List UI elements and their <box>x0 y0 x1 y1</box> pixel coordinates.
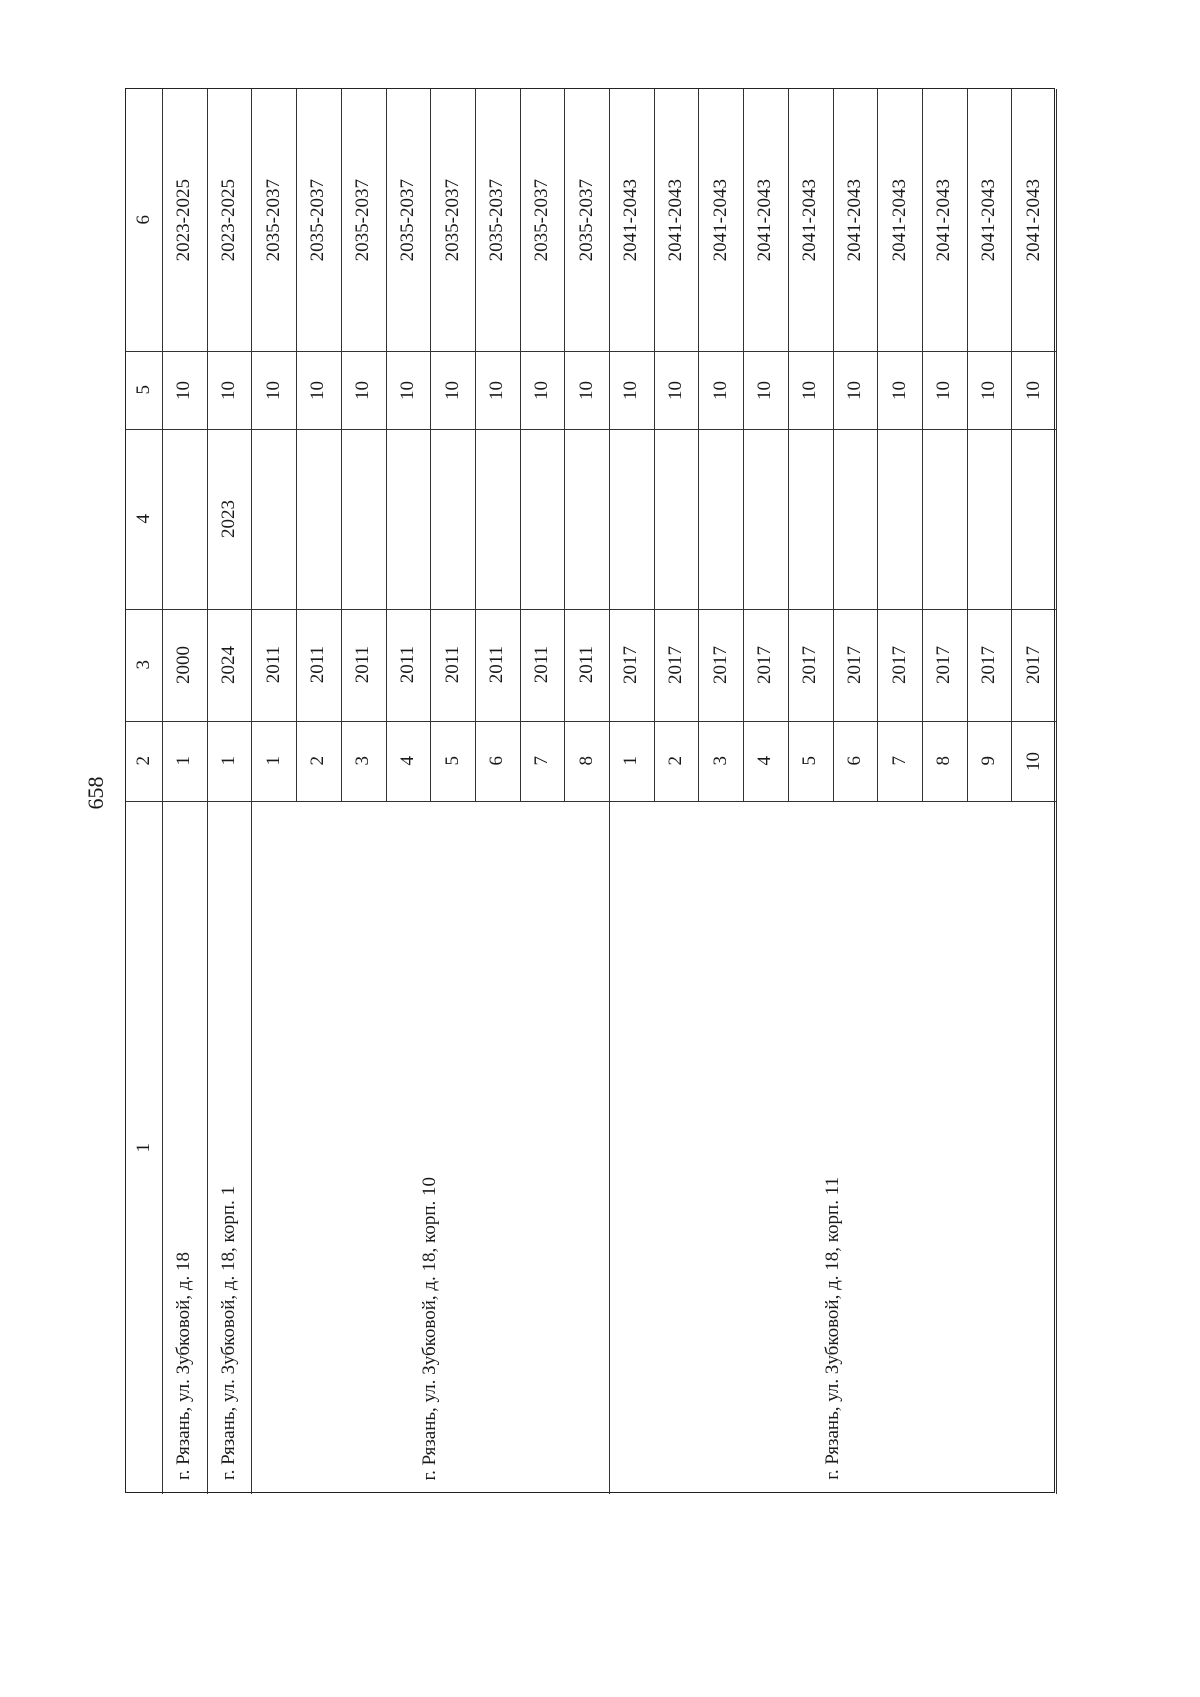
table-cell-c5-text: 10 <box>888 380 910 400</box>
table-cell-c3 <box>967 609 1012 721</box>
table-cell-c6 <box>743 89 788 351</box>
table-cell-c2 <box>162 721 207 801</box>
table-cell-c3-text: 2011 <box>352 646 374 684</box>
header-cell-2-text: 2 <box>133 756 154 766</box>
table-cell-c4 <box>967 429 1012 609</box>
table-cell-c3 <box>654 609 699 721</box>
table-cell-c6 <box>967 89 1012 351</box>
table-cell-c3-text: 2017 <box>843 646 865 684</box>
table-cell-c3-text: 2017 <box>1022 646 1044 684</box>
table-cell-c3 <box>877 609 922 721</box>
table-cell-c4 <box>341 429 386 609</box>
table-cell-c5 <box>386 351 431 429</box>
table-cell-c4 <box>609 429 654 609</box>
table-cell-c3-text: 2000 <box>173 646 195 684</box>
table-cell-c6-text: 2041-2043 <box>709 178 731 262</box>
table-cell-c6-text: 2035-2037 <box>530 178 552 262</box>
table-cell-c3 <box>341 609 386 721</box>
table-cell-c4 <box>520 429 565 609</box>
rotated-table-sheet <box>125 88 1055 1493</box>
table-cell-c3-text: 2017 <box>754 646 776 684</box>
table-cell-c3-text: 2024 <box>218 646 240 684</box>
table-cell-c5-text: 10 <box>977 380 999 400</box>
table-cell-c3-text: 2017 <box>888 646 910 684</box>
table-cell-c6-text: 2041-2043 <box>933 178 955 262</box>
table-cell-c2 <box>251 721 296 801</box>
table-cell-c3-text: 2017 <box>977 646 999 684</box>
table-cell-c4 <box>162 429 207 609</box>
table-cell-c4 <box>207 429 252 609</box>
data-table <box>125 88 1055 1493</box>
table-cell-c2 <box>788 721 833 801</box>
table-cell-c4 <box>251 429 296 609</box>
table-cell-c4 <box>877 429 922 609</box>
table-cell-c4 <box>788 429 833 609</box>
header-cell-5-text: 5 <box>133 385 154 395</box>
table-cell-c3-text: 2011 <box>396 646 418 684</box>
table-cell-c3-text: 2011 <box>262 646 284 684</box>
table-cell-c2-text: 5 <box>441 756 463 766</box>
table-cell-c5-text: 10 <box>262 380 284 400</box>
table-cell-c3 <box>564 609 609 721</box>
table-cell-c6 <box>609 89 654 351</box>
table-cell-c3-text: 2011 <box>307 646 329 684</box>
table-cell-c5 <box>788 351 833 429</box>
table-cell-c6 <box>386 89 431 351</box>
table-cell-c4 <box>743 429 788 609</box>
table-cell-c3-text: 2011 <box>575 646 597 684</box>
table-cell-c2 <box>475 721 520 801</box>
table-cell-c6 <box>430 89 475 351</box>
table-cell-c3 <box>743 609 788 721</box>
table-cell-c3 <box>833 609 878 721</box>
table-cell-c6-text: 2041-2043 <box>1022 178 1044 262</box>
table-cell-c5 <box>1011 351 1056 429</box>
table-cell-c5-text: 10 <box>218 380 240 400</box>
table-cell-c4 <box>698 429 743 609</box>
table-cell-c2 <box>698 721 743 801</box>
table-cell-c2 <box>341 721 386 801</box>
table-cell-c2-text: 1 <box>218 756 240 766</box>
table-cell-c2-text: 7 <box>530 756 552 766</box>
table-cell-c3-text: 2011 <box>486 646 508 684</box>
table-cell-c5 <box>430 351 475 429</box>
table-cell-c3-text: 2017 <box>799 646 821 684</box>
table-cell-c5-text: 10 <box>352 380 374 400</box>
table-cell-c4 <box>296 429 341 609</box>
table-cell-c4 <box>1011 429 1056 609</box>
header-cell-5 <box>126 351 162 429</box>
table-cell-c2 <box>833 721 878 801</box>
table-cell-c2 <box>654 721 699 801</box>
table-cell-c2-text: 3 <box>709 756 731 766</box>
table-cell-c3 <box>251 609 296 721</box>
header-cell-6 <box>126 89 162 351</box>
table-cell-c2 <box>877 721 922 801</box>
table-cell-c2-text: 5 <box>799 756 821 766</box>
table-cell-c3 <box>162 609 207 721</box>
table-cell-c2-text: 8 <box>933 756 955 766</box>
grid-line <box>1056 801 1057 1494</box>
table-cell-c5-text: 10 <box>799 380 821 400</box>
table-cell-c6 <box>922 89 967 351</box>
table-cell-c4 <box>833 429 878 609</box>
header-cell-6-text: 6 <box>133 215 154 225</box>
table-cell-c6 <box>162 89 207 351</box>
table-cell-c2 <box>386 721 431 801</box>
table-cell-c5 <box>654 351 699 429</box>
table-cell-c6 <box>1011 89 1056 351</box>
table-cell-c5-text: 10 <box>486 380 508 400</box>
table-cell-c2-text: 6 <box>843 756 865 766</box>
header-cell-4-text: 4 <box>133 514 154 524</box>
table-cell-c3-text: 2017 <box>933 646 955 684</box>
table-cell-c3 <box>520 609 565 721</box>
table-cell-c5 <box>967 351 1012 429</box>
table-cell-c2-text: 4 <box>396 756 418 766</box>
table-cell-c5-text: 10 <box>843 380 865 400</box>
table-cell-c6-text: 2035-2037 <box>575 178 597 262</box>
table-cell-c2-text: 4 <box>754 756 776 766</box>
table-cell-c6-text: 2041-2043 <box>888 178 910 262</box>
table-cell-c5-text: 10 <box>1022 380 1044 400</box>
table-cell-c5 <box>162 351 207 429</box>
table-cell-c5-text: 10 <box>173 380 195 400</box>
table-cell-c6-text: 2023-2025 <box>218 178 240 262</box>
table-cell-c5-text: 10 <box>396 380 418 400</box>
table-cell-c6-text: 2041-2043 <box>977 178 999 262</box>
table-cell-c6-text: 2023-2025 <box>173 178 195 262</box>
table-cell-c5 <box>922 351 967 429</box>
table-cell-c4-text: 2023 <box>218 500 240 538</box>
table-cell-c5 <box>877 351 922 429</box>
table-cell-c2-text: 2 <box>307 756 329 766</box>
table-cell-c5 <box>341 351 386 429</box>
table-cell-c5-text: 10 <box>754 380 776 400</box>
table-cell-c6-text: 2035-2037 <box>396 178 418 262</box>
table-cell-c3 <box>788 609 833 721</box>
table-cell-c6 <box>341 89 386 351</box>
table-cell-c5 <box>296 351 341 429</box>
table-cell-c5 <box>833 351 878 429</box>
table-cell-c5-text: 10 <box>665 380 687 400</box>
table-cell-c3 <box>430 609 475 721</box>
table-cell-c2 <box>609 721 654 801</box>
table-cell-c6-text: 2035-2037 <box>441 178 463 262</box>
address-cell <box>251 801 609 1494</box>
table-cell-c2-text: 2 <box>665 756 687 766</box>
table-cell-c6-text: 2041-2043 <box>799 178 821 262</box>
table-cell-c3-text: 2017 <box>709 646 731 684</box>
table-cell-c6-text: 2035-2037 <box>486 178 508 262</box>
table-cell-c2 <box>564 721 609 801</box>
grid-line <box>1056 89 1057 801</box>
table-cell-c5 <box>475 351 520 429</box>
address-cell <box>162 801 207 1494</box>
table-cell-c5 <box>251 351 296 429</box>
table-cell-c6 <box>475 89 520 351</box>
table-cell-c6 <box>564 89 609 351</box>
table-cell-c6 <box>251 89 296 351</box>
table-cell-c4 <box>430 429 475 609</box>
address-cell <box>207 801 252 1494</box>
table-cell-c6 <box>833 89 878 351</box>
table-cell-c5 <box>564 351 609 429</box>
table-cell-c6-text: 2041-2043 <box>665 178 687 262</box>
table-cell-c2 <box>207 721 252 801</box>
table-cell-c2 <box>922 721 967 801</box>
table-cell-c4 <box>475 429 520 609</box>
table-cell-c6-text: 2041-2043 <box>843 178 865 262</box>
header-cell-1 <box>126 801 162 1494</box>
table-cell-c3 <box>609 609 654 721</box>
table-cell-c2-text: 9 <box>977 756 999 766</box>
table-cell-c5-text: 10 <box>933 380 955 400</box>
table-cell-c2-text: 1 <box>262 756 284 766</box>
table-cell-c6-text: 2035-2037 <box>352 178 374 262</box>
address-cell-text: г. Рязань, ул. Зубковой, д. 18, корп. 1 <box>218 1186 240 1480</box>
table-cell-c2-text: 10 <box>1022 751 1044 771</box>
table-cell-c5-text: 10 <box>709 380 731 400</box>
table-cell-c3 <box>296 609 341 721</box>
table-cell-c2-text: 3 <box>352 756 374 766</box>
table-cell-c3-text: 2011 <box>441 646 463 684</box>
table-cell-c4 <box>564 429 609 609</box>
table-cell-c6-text: 2035-2037 <box>307 178 329 262</box>
table-cell-c3-text: 2017 <box>620 646 642 684</box>
table-cell-c6 <box>207 89 252 351</box>
table-cell-c5 <box>207 351 252 429</box>
table-cell-c5 <box>743 351 788 429</box>
table-cell-c6-text: 2035-2037 <box>262 178 284 262</box>
table-cell-c2-text: 7 <box>888 756 910 766</box>
table-cell-c3 <box>698 609 743 721</box>
table-cell-c5-text: 10 <box>441 380 463 400</box>
address-cell <box>609 801 1056 1494</box>
header-cell-1-text: 1 <box>133 1142 154 1153</box>
table-cell-c2-text: 1 <box>173 756 195 766</box>
header-cell-2 <box>126 721 162 801</box>
table-cell-c4 <box>386 429 431 609</box>
address-cell-text: г. Рязань, ул. Зубковой, д. 18, корп. 11 <box>821 1177 843 1480</box>
table-cell-c3 <box>207 609 252 721</box>
address-cell-text: г. Рязань, ул. Зубковой, д. 18 <box>173 1251 195 1480</box>
table-cell-c3-text: 2011 <box>530 646 552 684</box>
table-cell-c6 <box>698 89 743 351</box>
table-cell-c3 <box>1011 609 1056 721</box>
page-number: 658 <box>83 776 108 810</box>
table-cell-c3-text: 2017 <box>665 646 687 684</box>
header-cell-4 <box>126 429 162 609</box>
table-cell-c2 <box>1011 721 1056 801</box>
table-cell-c6 <box>788 89 833 351</box>
table-cell-c2 <box>430 721 475 801</box>
table-cell-c5-text: 10 <box>307 380 329 400</box>
header-cell-3 <box>126 609 162 721</box>
header-cell-3-text: 3 <box>133 660 154 670</box>
table-cell-c2 <box>967 721 1012 801</box>
table-cell-c2 <box>296 721 341 801</box>
table-cell-c2-text: 6 <box>486 756 508 766</box>
table-cell-c5 <box>520 351 565 429</box>
table-cell-c5 <box>698 351 743 429</box>
table-cell-c5-text: 10 <box>620 380 642 400</box>
table-cell-c6-text: 2041-2043 <box>620 178 642 262</box>
table-cell-c5-text: 10 <box>530 380 552 400</box>
table-cell-c5 <box>609 351 654 429</box>
table-cell-c2-text: 8 <box>575 756 597 766</box>
table-cell-c2 <box>743 721 788 801</box>
table-cell-c3 <box>922 609 967 721</box>
table-cell-c5-text: 10 <box>575 380 597 400</box>
table-cell-c6 <box>520 89 565 351</box>
table-cell-c3 <box>386 609 431 721</box>
table-cell-c6-text: 2041-2043 <box>754 178 776 262</box>
address-cell-text: г. Рязань, ул. Зубковой, д. 18, корп. 10 <box>419 1176 441 1480</box>
table-cell-c6 <box>654 89 699 351</box>
table-cell-c6 <box>877 89 922 351</box>
table-cell-c2 <box>520 721 565 801</box>
table-cell-c4 <box>922 429 967 609</box>
table-cell-c6 <box>296 89 341 351</box>
table-cell-c2-text: 1 <box>620 756 642 766</box>
table-cell-c4 <box>654 429 699 609</box>
table-cell-c3 <box>475 609 520 721</box>
